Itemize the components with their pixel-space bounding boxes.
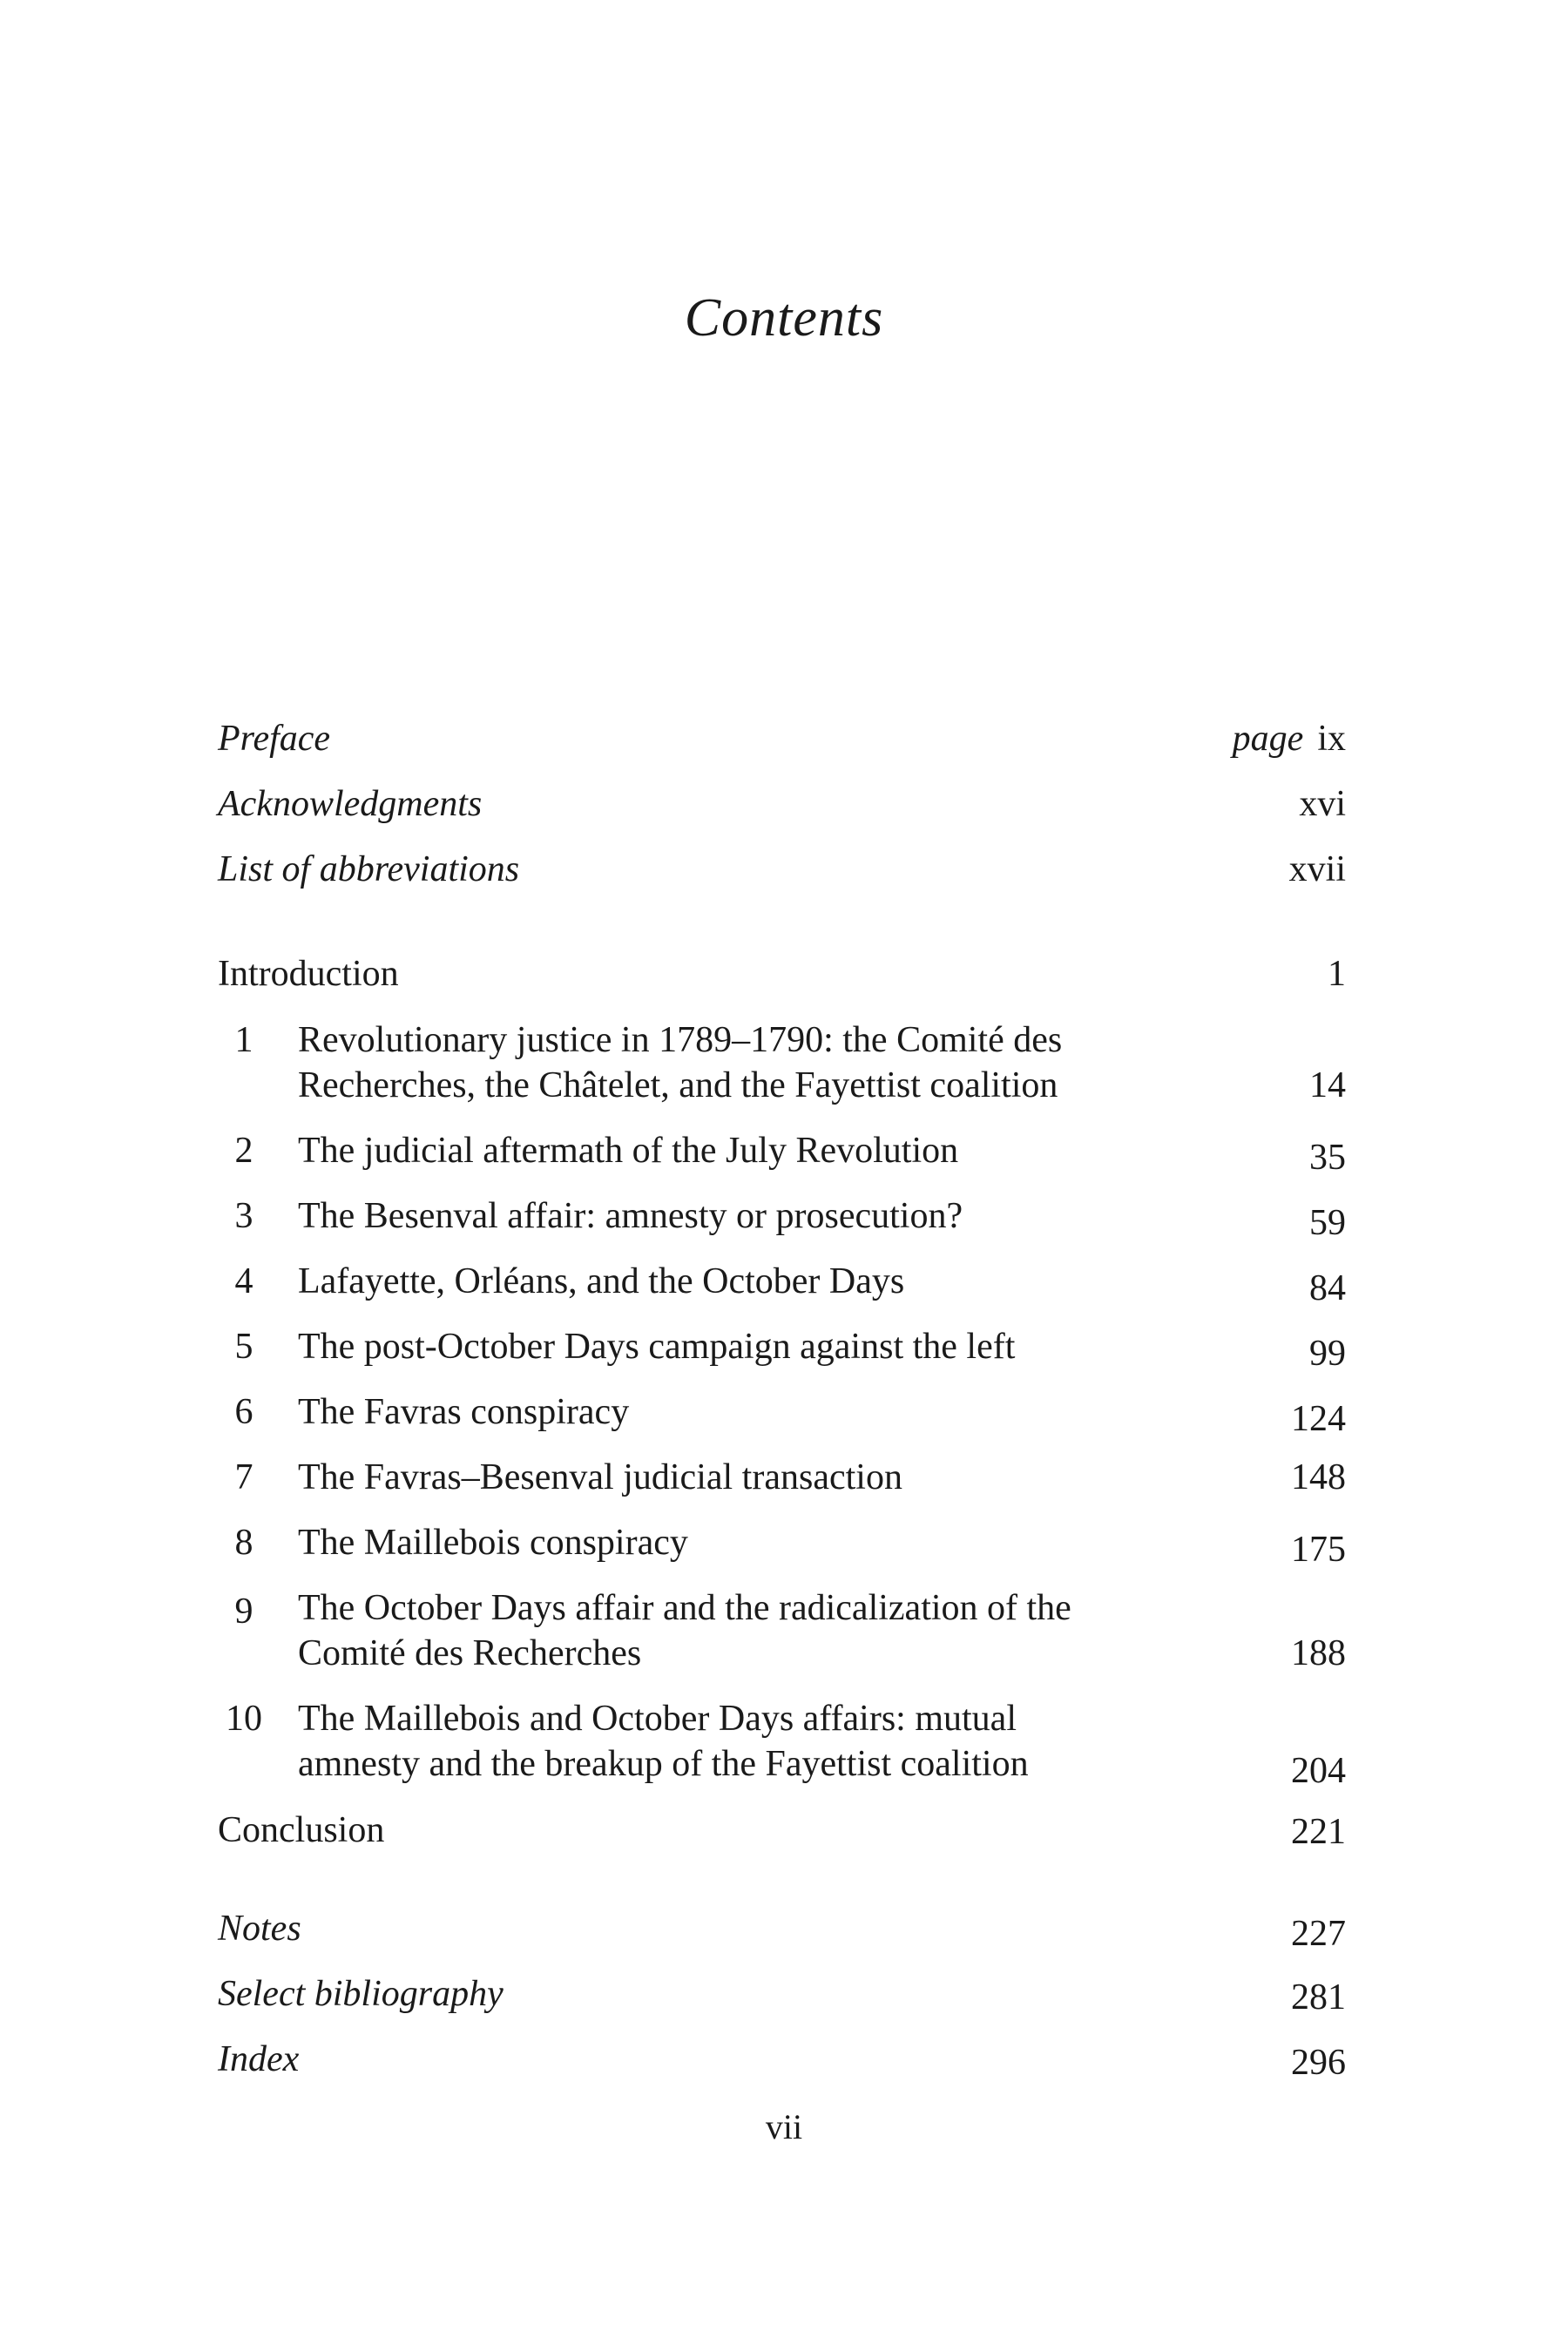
chapter-number: 5 bbox=[234, 1327, 253, 1367]
toc-entry-page: 175 bbox=[1291, 1530, 1346, 1570]
toc-entry-title: Preface bbox=[218, 719, 331, 759]
toc-entry-title bbox=[298, 1585, 1071, 1676]
toc-entry-page: xvii bbox=[1288, 849, 1346, 889]
chapter-number: 10 bbox=[226, 1699, 262, 1739]
chapter-number: 2 bbox=[234, 1131, 253, 1171]
title-line-2: Recherches, the Châtelet, and the Fayettist coalition bbox=[298, 1065, 1058, 1105]
toc-entry-title: Acknowledgments bbox=[218, 784, 483, 824]
toc-entry-title: The Maillebois conspiracy bbox=[298, 1523, 688, 1563]
toc-entry-page: 296 bbox=[1291, 2043, 1346, 2083]
toc-entry-page bbox=[1233, 716, 1346, 761]
toc-entry-title: Select bibliography bbox=[218, 1974, 504, 2014]
toc-entry-page: 227 bbox=[1291, 1914, 1346, 1954]
toc-entry-page: 204 bbox=[1291, 1751, 1346, 1791]
title-line-1: The Maillebois and October Days affairs: mutual bbox=[298, 1699, 1017, 1739]
toc-entry-page: 59 bbox=[1309, 1203, 1346, 1243]
page-prefix: page bbox=[1232, 719, 1304, 759]
toc-entry-title: Conclusion bbox=[218, 1810, 385, 1850]
toc-entry-title: The judicial aftermath of the July Revolution bbox=[298, 1131, 959, 1171]
toc-entry-page: 221 bbox=[1291, 1812, 1346, 1852]
chapter-number: 6 bbox=[234, 1392, 253, 1432]
toc-entry-title: Lafayette, Orléans, and the October Days bbox=[298, 1261, 905, 1301]
chapter-number: 3 bbox=[234, 1196, 253, 1236]
chapter-number: 8 bbox=[234, 1523, 253, 1563]
chapter-number: 7 bbox=[234, 1457, 253, 1497]
toc-entry-page: 148 bbox=[1291, 1457, 1346, 1497]
toc-entry-page: 188 bbox=[1291, 1633, 1346, 1673]
toc-entry-page: 281 bbox=[1291, 1977, 1346, 2017]
toc-entry-title bbox=[298, 1696, 1029, 1787]
toc-entry-page: 1 bbox=[1328, 954, 1346, 994]
toc-entry-title bbox=[298, 1017, 1062, 1108]
chapter-number: 9 bbox=[234, 1592, 253, 1632]
title-line-2: amnesty and the breakup of the Fayettist coalition bbox=[298, 1744, 1029, 1784]
toc-entry-title: List of abbreviations bbox=[218, 849, 520, 889]
toc-entry-title: The Favras conspiracy bbox=[298, 1392, 630, 1432]
toc-entry-title: Index bbox=[218, 2039, 300, 2079]
chapter-number: 4 bbox=[234, 1261, 253, 1301]
toc-entry-page: 35 bbox=[1309, 1138, 1346, 1178]
table-of-contents bbox=[218, 0, 1346, 2352]
page-title: Contents bbox=[684, 288, 884, 348]
toc-entry-page: 14 bbox=[1309, 1065, 1346, 1105]
title-line-2: Comité des Recherches bbox=[298, 1633, 642, 1673]
title-line-1: Revolutionary justice in 1789–1790: the Comité des bbox=[298, 1020, 1063, 1060]
chapter-number: 1 bbox=[234, 1020, 253, 1060]
toc-entry-title: Introduction bbox=[218, 954, 399, 994]
toc-entry-title: Notes bbox=[218, 1909, 301, 1949]
toc-entry-page: 99 bbox=[1309, 1334, 1346, 1374]
toc-entry-page: 124 bbox=[1291, 1399, 1346, 1439]
toc-entry-page: 84 bbox=[1309, 1268, 1346, 1308]
title-line-1: The October Days affair and the radicalization of the bbox=[298, 1588, 1071, 1628]
page-folio: vii bbox=[765, 2107, 803, 2146]
toc-entry-title: The Favras–Besenval judicial transaction bbox=[298, 1457, 902, 1497]
page-number: ix bbox=[1317, 719, 1346, 759]
toc-entry-page: xvi bbox=[1299, 784, 1346, 824]
toc-entry-title: The post-October Days campaign against the left bbox=[298, 1327, 1016, 1367]
toc-entry-title: The Besenval affair: amnesty or prosecution? bbox=[298, 1196, 963, 1236]
